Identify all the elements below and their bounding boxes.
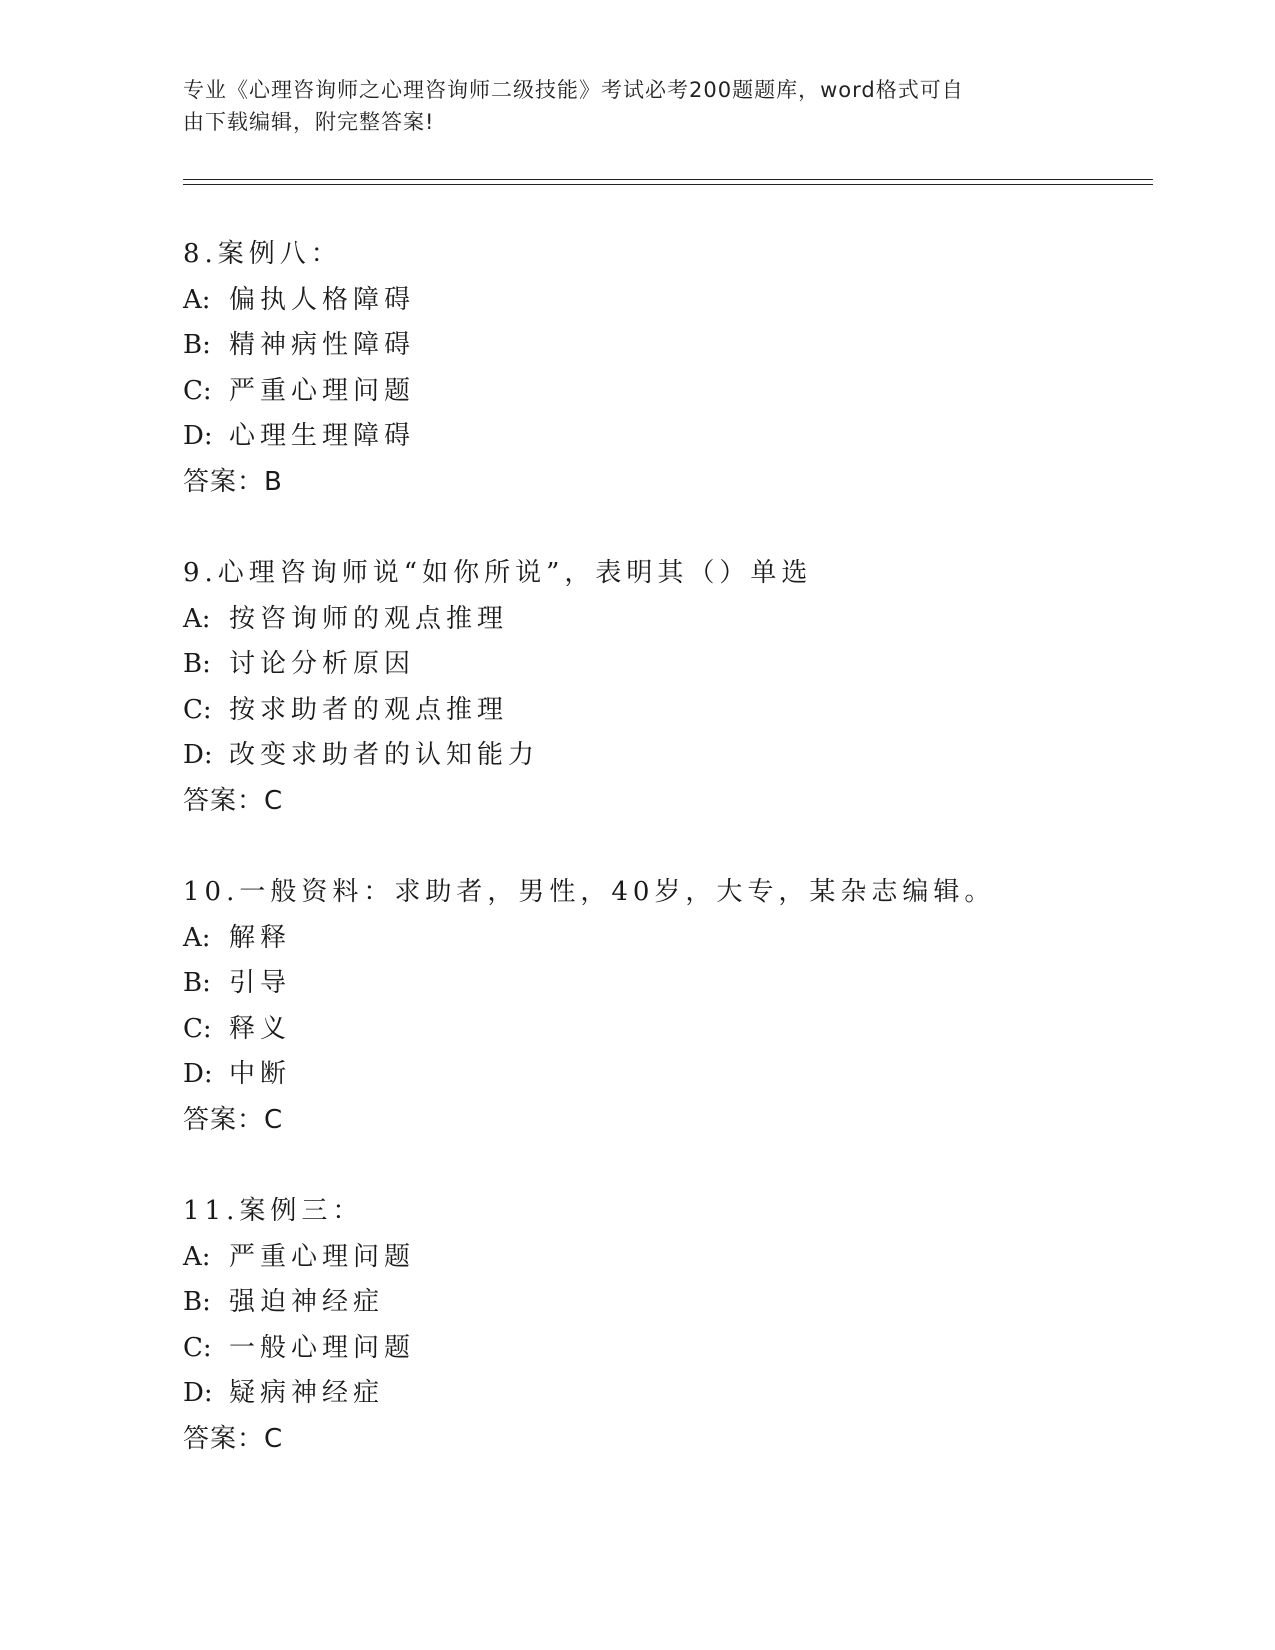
option-b [183,642,1153,688]
option-key: C: [183,694,212,725]
question-stem: 8.案例八： [183,239,342,269]
option-key: C: [183,375,212,406]
option-d [183,1052,1153,1098]
option-key: B: [183,649,211,679]
option-text: 解释 [229,922,292,953]
document-intro [183,74,1053,138]
question-stem: 11.案例三： [183,1196,364,1226]
option-a [183,597,1153,643]
option-key: A: [183,284,211,315]
question-list [183,232,1153,1508]
option-key: B: [183,968,211,998]
option-b [183,1280,1153,1326]
option-text: 引导 [229,968,292,998]
question-item [183,1189,1153,1462]
option-key: D: [183,421,213,451]
answer-line: 答案：C [183,1104,284,1135]
option-text: 偏执人格障碍 [229,284,416,315]
option-key: C: [183,1013,212,1044]
option-a [183,916,1153,962]
option-text: 疑病神经症 [229,1378,385,1408]
option-d [183,414,1153,460]
option-text: 强迫神经症 [229,1287,385,1317]
answer-line: 答案：B [183,466,283,497]
option-c [183,1326,1153,1372]
option-a [183,278,1153,324]
header-divider-top [183,179,1153,180]
option-key: A: [183,1241,211,1272]
option-key: A: [183,922,211,953]
option-key: D: [183,1059,213,1089]
option-c [183,369,1153,415]
option-text: 改变求助者的认知能力 [229,740,540,770]
option-b [183,961,1153,1007]
option-key: D: [183,740,213,770]
option-a [183,1235,1153,1281]
option-d [183,733,1153,779]
option-text: 中断 [229,1059,292,1089]
option-text: 严重心理问题 [229,1241,416,1272]
option-key: B: [183,330,211,360]
intro-line-1: 专业《心理咨询师之心理咨询师二级技能》考试必考200题题库，word格式可自 [183,78,964,102]
option-text: 讨论分析原因 [229,649,416,679]
option-text: 心理生理障碍 [229,421,416,451]
option-key: A: [183,603,211,634]
question-item [183,551,1153,824]
answer-line: 答案：C [183,1423,284,1454]
option-text: 释义 [229,1013,292,1044]
option-text: 按咨询师的观点推理 [229,603,509,634]
option-d [183,1371,1153,1417]
question-stem: 10.一般资料：求助者，男性，40岁，大专，某杂志编辑。 [183,877,996,907]
intro-line-2: 由下载编辑，附完整答案! [183,110,435,134]
option-key: C: [183,1332,212,1363]
question-item [183,232,1153,505]
option-c [183,1007,1153,1053]
option-text: 按求助者的观点推理 [229,694,509,725]
answer-line: 答案：C [183,785,284,816]
option-key: B: [183,1287,211,1317]
header-divider-bottom [183,184,1153,185]
option-key: D: [183,1378,213,1408]
option-c [183,688,1153,734]
option-text: 精神病性障碍 [229,330,416,360]
question-stem: 9.心理咨询师说“如你所说”，表明其（）单选 [183,558,813,588]
option-text: 一般心理问题 [229,1332,416,1363]
option-b [183,323,1153,369]
question-item [183,870,1153,1143]
option-text: 严重心理问题 [229,375,416,406]
